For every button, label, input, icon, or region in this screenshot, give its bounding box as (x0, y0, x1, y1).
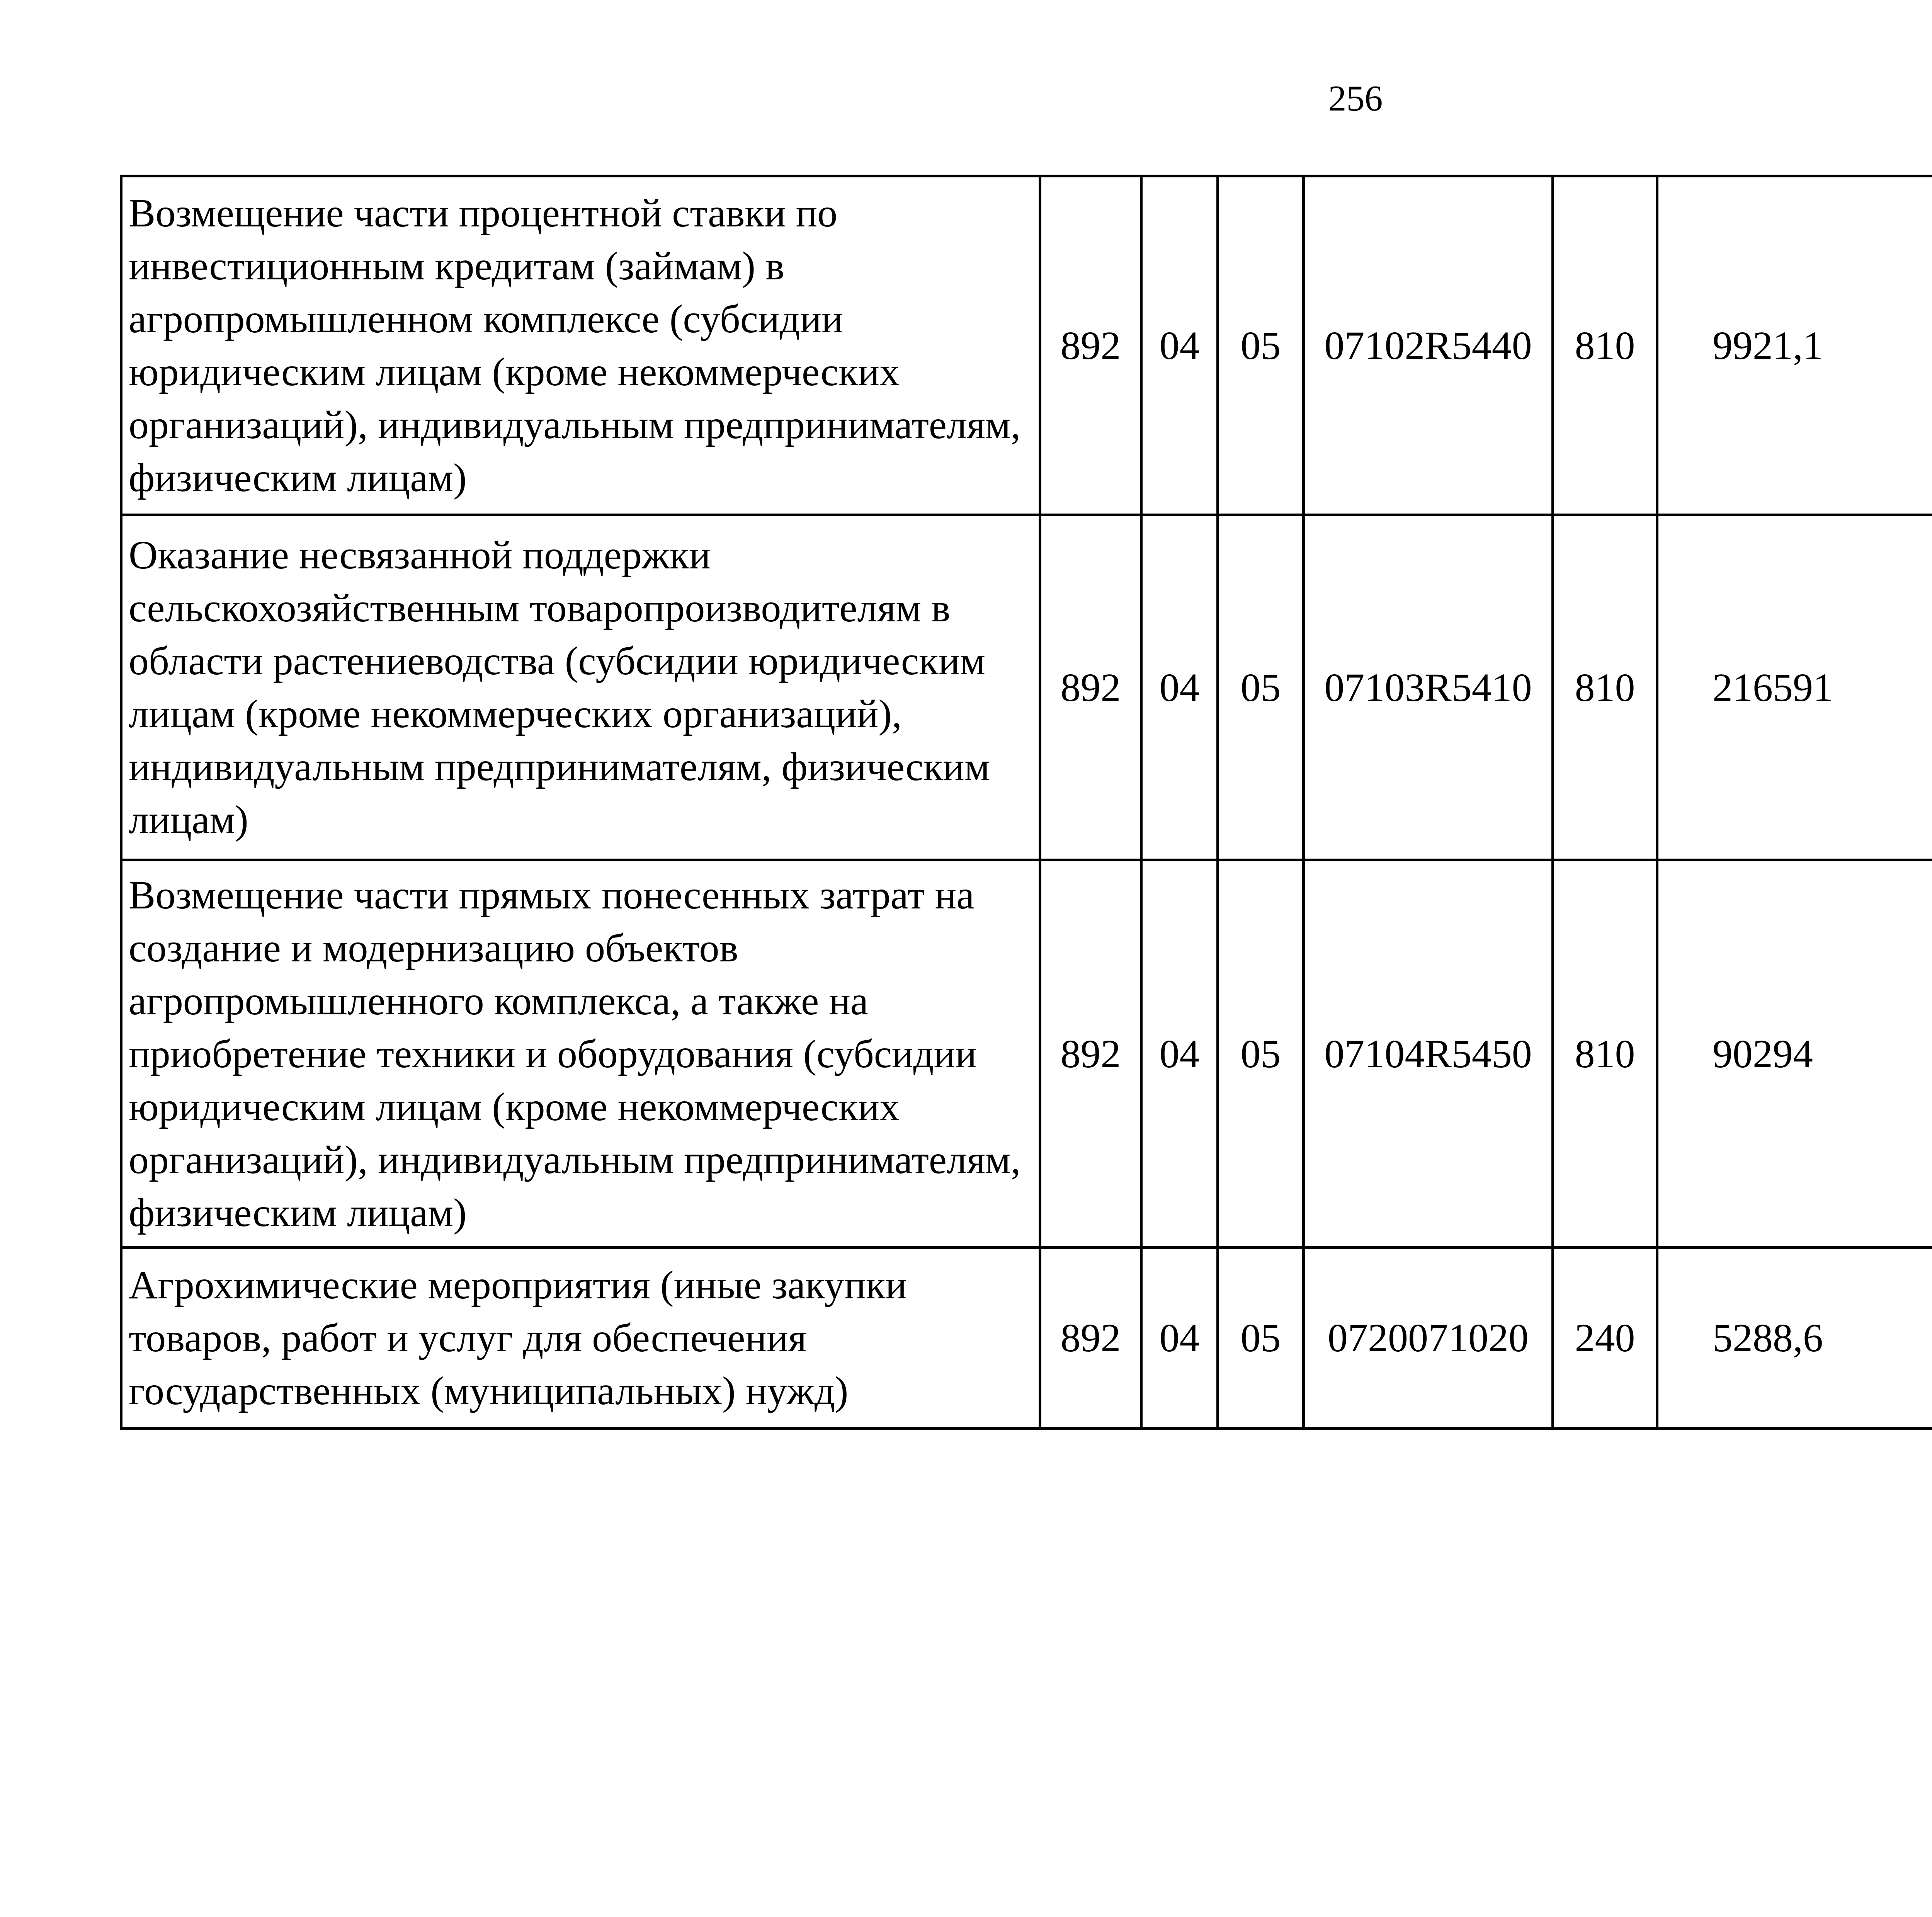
subsection-code-cell: 05 (1218, 176, 1304, 515)
budget-table (120, 175, 1932, 1430)
expense-type-cell: 810 (1553, 176, 1657, 515)
section-code-cell: 04 (1141, 860, 1218, 1248)
section-code-cell: 04 (1141, 515, 1218, 860)
expense-type-cell: 810 (1553, 860, 1657, 1248)
amount-year-1-cell: 90294 (1657, 860, 1932, 1248)
amount-year-1-cell: 9921,1 (1657, 176, 1932, 515)
amount-year-1-cell: 216591 (1657, 515, 1932, 860)
table-row (121, 515, 1932, 860)
section-code-cell: 04 (1141, 1248, 1218, 1429)
amount-year-1-cell: 5288,6 (1657, 1248, 1932, 1429)
grbs-code-cell: 892 (1040, 515, 1141, 860)
section-code-cell: 04 (1141, 176, 1218, 515)
expense-name-cell: Возмещение части процентной ставки по инвестиционным кредитам (займам) в агропромышленном комплексе (субсидии юридическим лицам (кроме некоммерческих организаций), индивидуальным предпринимателям, физическим лицам) (121, 176, 1040, 515)
page-number: 256 (1328, 78, 1383, 119)
target-article-cell: 07104R5450 (1304, 860, 1553, 1248)
table-row (121, 176, 1932, 515)
expense-name-cell: Возмещение части прямых понесенных затрат на создание и модернизацию объектов агропромышленного комплекса, а также на приобретение техники и оборудования (субсидии юридическим лицам (кроме некоммерческих организаций), индивидуальным предпринимателям, физическим лицам) (121, 860, 1040, 1248)
subsection-code-cell: 05 (1218, 515, 1304, 860)
expense-type-cell: 810 (1553, 515, 1657, 860)
expense-name-cell: Агрохимические мероприятия (иные закупки товаров, работ и услуг для обеспечения государственных (муниципальных) нужд) (121, 1248, 1040, 1429)
target-article-cell: 07102R5440 (1304, 176, 1553, 515)
grbs-code-cell: 892 (1040, 1248, 1141, 1429)
target-article-cell: 07103R5410 (1304, 515, 1553, 860)
subsection-code-cell: 05 (1218, 860, 1304, 1248)
expense-type-cell: 240 (1553, 1248, 1657, 1429)
grbs-code-cell: 892 (1040, 860, 1141, 1248)
target-article-cell: 0720071020 (1304, 1248, 1553, 1429)
expense-name-cell: Оказание несвязанной поддержки сельскохозяйственным товаропроизводителям в области растениеводства (субсидии юридическим лицам (кроме некоммерческих организаций), индивидуальным предпринимателям, физическим лицам) (121, 515, 1040, 860)
grbs-code-cell: 892 (1040, 176, 1141, 515)
table-row (121, 860, 1932, 1248)
table-row (121, 1248, 1932, 1429)
subsection-code-cell: 05 (1218, 1248, 1304, 1429)
